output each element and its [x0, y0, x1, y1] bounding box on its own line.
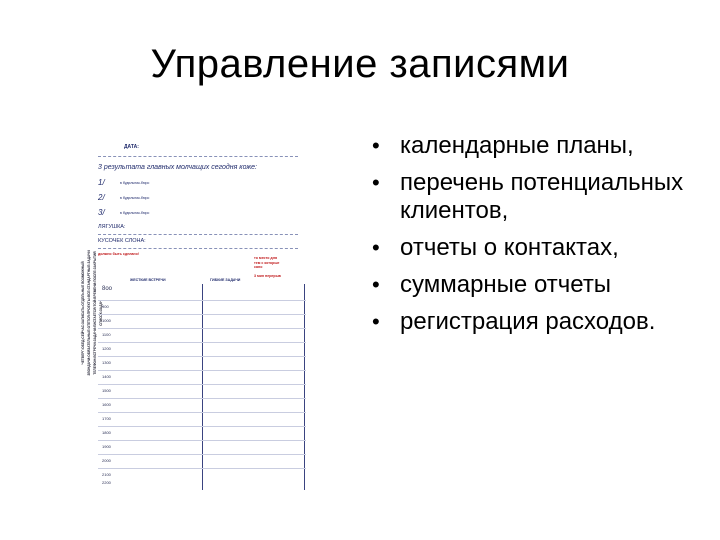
hour-label: 1500	[102, 388, 111, 393]
hour-label: 1000	[102, 318, 111, 323]
column-header-tasks: ГИБКИЕ ЗАДАЧИ	[210, 278, 241, 282]
daily-planner-sheet	[78, 138, 308, 498]
hour-label: 2200	[102, 480, 111, 485]
red-note-line: 3 мин перерыв	[254, 273, 281, 278]
hour-label: 1400	[102, 374, 111, 379]
planner-goal	[98, 178, 149, 187]
bullet-item	[368, 234, 688, 262]
goal-hint: в будильник-бюро	[120, 195, 150, 200]
grid-row-line	[98, 314, 306, 315]
bullet-list	[368, 132, 688, 345]
grid-row-line	[98, 370, 306, 371]
grid-row-line	[98, 426, 306, 427]
grid-row-line	[98, 398, 306, 399]
bullet-dot-icon: •	[372, 272, 380, 297]
planner-divider	[98, 156, 298, 157]
hour-label: 1200	[102, 346, 111, 351]
planner-date-label: ДАТА:	[124, 144, 139, 150]
grid-row-line	[98, 328, 306, 329]
bullet-text: суммарные отчеты	[400, 271, 612, 298]
planner-frog-label: ЛЯГУШКА:	[98, 224, 126, 230]
grid-row-line	[98, 342, 306, 343]
hour-label: 1800	[102, 430, 111, 435]
planner-top3-heading: 3 результата главных молчащих сегодня коже:	[98, 164, 257, 171]
planner-goal	[98, 208, 149, 217]
slide-title: Управление записями	[150, 42, 570, 86]
planner-red-note: должно быть сделано!	[98, 252, 139, 256]
grid-row-line	[98, 412, 306, 413]
hour-label: 1900	[102, 444, 111, 449]
goal-number: 1/	[98, 178, 105, 187]
hour-label: 1600	[102, 402, 111, 407]
goal-hint: в будильник-бюро	[120, 180, 150, 185]
grid-row-line	[98, 356, 306, 357]
side-note-line: ЗВОНДАЧИ:ОБЯЗАТЕЛЬНЫЕ:ОТЕТСЯ:ПРОЕКТЫ:ВСЕ:СТАНДАРТНЫЕ:ЗАДАЧИ	[87, 250, 91, 376]
bullet-text: регистрация расходов.	[400, 308, 656, 335]
hour-label: 2000	[102, 458, 111, 463]
bullet-item	[368, 169, 688, 225]
planner-divider	[98, 234, 298, 235]
column-header-meetings: ЖЕСТКИЕ ВСТРЕЧИ	[130, 278, 166, 282]
red-note-line: тем с которые	[254, 260, 280, 265]
goal-number: 3/	[98, 208, 105, 217]
bullet-text: календарные планы,	[400, 132, 634, 159]
planner-red-note-block	[254, 256, 281, 278]
bullet-item	[368, 308, 688, 336]
bullet-dot-icon: •	[372, 170, 380, 195]
bullet-dot-icon: •	[372, 235, 380, 260]
red-note-line: то место для	[254, 256, 278, 260]
red-note-line: сано	[254, 265, 263, 269]
grid-row-line	[98, 468, 306, 469]
bullet-dot-icon: •	[372, 309, 380, 334]
planner-goal	[98, 193, 149, 202]
grid-row-line	[98, 300, 306, 301]
bullet-text: отчеты о контактах,	[400, 234, 619, 261]
side-note-line: СПИСОК:ЗАДАЧ	[99, 300, 103, 326]
hour-label: 8oo	[102, 286, 113, 292]
grid-row-line	[98, 440, 306, 441]
planner-elephant-label: КУСОЧЕК СЛОНА:	[98, 238, 146, 244]
planner-schedule-grid	[98, 284, 306, 490]
hour-label: 900	[102, 304, 109, 309]
hour-label: 1300	[102, 360, 111, 365]
bullet-item	[368, 271, 688, 299]
side-note-line: ТЕЛЕФОН:ВСТРЕЧИ:ЗАДАЧИ:ЛИСТАЕТСЯ:ТОЙ:ВРЕМЕНИ:ПОСЛЕ:ЗАКРЫТИЯ	[93, 251, 97, 375]
hour-label: 1100	[102, 332, 111, 337]
hour-label: 2100	[102, 472, 111, 477]
goal-number: 2/	[98, 193, 105, 202]
bullet-item	[368, 132, 688, 160]
grid-row-line	[98, 454, 306, 455]
bullet-dot-icon: •	[372, 133, 380, 158]
hour-label: 1700	[102, 416, 111, 421]
grid-row-line	[98, 384, 306, 385]
goal-hint: в будильник-бюро	[120, 210, 150, 215]
planner-divider	[98, 248, 298, 249]
bullet-text: перечень потенциальных клиентов,	[400, 169, 684, 224]
side-note-line: ЧЕТВЕРГ:ОБЕД:СЕЙЧАС:ЗАПИСАТЬ:ОТДЕЛЬНЫЕ ВОЗМОЖНЫЙ	[81, 261, 85, 365]
